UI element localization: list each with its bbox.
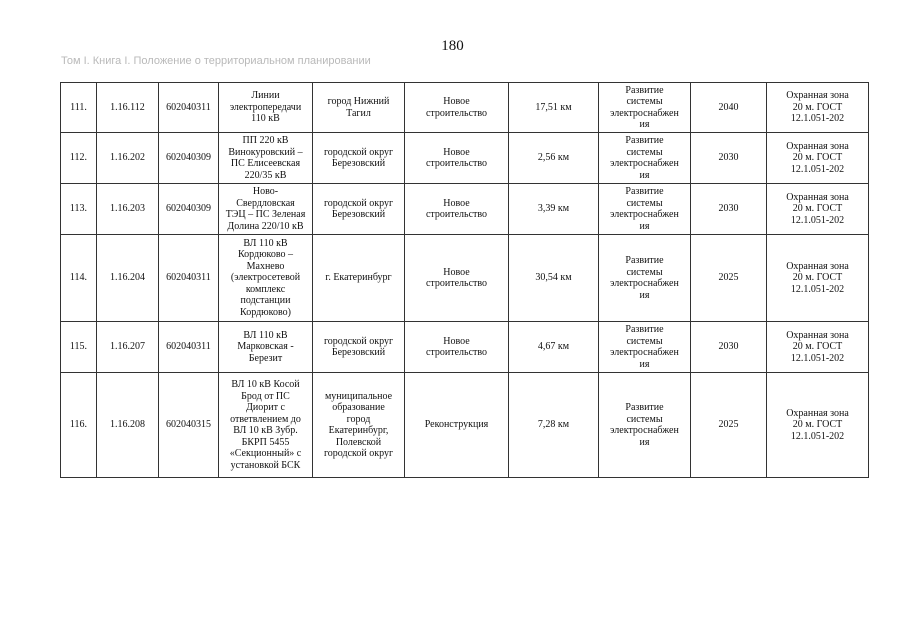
table-row: [61, 133, 869, 184]
object-year: 2025: [691, 235, 767, 322]
object-length: 7,28 км: [509, 373, 599, 478]
protection-zone: Охранная зона 20 м. ГОСТ 12.1.051-202: [767, 83, 869, 133]
protection-zone: Охранная зона 20 м. ГОСТ 12.1.051-202: [767, 322, 869, 373]
object-status: Новое строительство: [405, 83, 509, 133]
row-number: 111.: [61, 83, 97, 133]
classifier-code: 602040311: [159, 235, 219, 322]
classifier-code: 602040311: [159, 322, 219, 373]
table-row: [61, 373, 869, 478]
row-number: 114.: [61, 235, 97, 322]
object-name: ПП 220 кВ Винокуровский – ПС Елисеевская 220/35 кВ: [219, 133, 313, 184]
object-purpose: Развитие системы электроснабжен ия: [599, 373, 691, 478]
object-status: Реконструкция: [405, 373, 509, 478]
protection-zone: Охранная зона 20 м. ГОСТ 12.1.051-202: [767, 373, 869, 478]
object-purpose: Развитие системы электроснабжен ия: [599, 322, 691, 373]
table-row: [61, 83, 869, 133]
protection-zone: Охранная зона 20 м. ГОСТ 12.1.051-202: [767, 133, 869, 184]
object-length: 17,51 км: [509, 83, 599, 133]
object-code: 1.16.204: [97, 235, 159, 322]
object-code: 1.16.203: [97, 184, 159, 235]
page-number: 180: [441, 38, 464, 54]
object-code: 1.16.207: [97, 322, 159, 373]
object-purpose: Развитие системы электроснабжен ия: [599, 133, 691, 184]
object-status: Новое строительство: [405, 133, 509, 184]
row-number: 116.: [61, 373, 97, 478]
classifier-code: 602040311: [159, 83, 219, 133]
object-purpose: Развитие системы электроснабжен ия: [599, 83, 691, 133]
object-name: ВЛ 110 кВ Кордюково – Махнево (электросетевой комплекс подстанции Кордюково): [219, 235, 313, 322]
object-name: ВЛ 110 кВ Марковская - Березит: [219, 322, 313, 373]
classifier-code: 602040315: [159, 373, 219, 478]
object-year: 2040: [691, 83, 767, 133]
object-location: муниципальное образование город Екатеринбург, Полевской городской округ: [313, 373, 405, 478]
object-year: 2030: [691, 322, 767, 373]
object-year: 2030: [691, 184, 767, 235]
protection-zone: Охранная зона 20 м. ГОСТ 12.1.051-202: [767, 184, 869, 235]
object-year: 2030: [691, 133, 767, 184]
object-code: 1.16.208: [97, 373, 159, 478]
running-header: Том I. Книга I. Положение о территориальном планировании: [61, 55, 371, 67]
object-location: городской округ Березовский: [313, 322, 405, 373]
object-location: г. Екатеринбург: [313, 235, 405, 322]
object-code: 1.16.202: [97, 133, 159, 184]
object-code: 1.16.112: [97, 83, 159, 133]
protection-zone: Охранная зона 20 м. ГОСТ 12.1.051-202: [767, 235, 869, 322]
object-purpose: Развитие системы электроснабжен ия: [599, 235, 691, 322]
row-number: 115.: [61, 322, 97, 373]
object-status: Новое строительство: [405, 235, 509, 322]
object-status: Новое строительство: [405, 322, 509, 373]
table-row: [61, 235, 869, 322]
classifier-code: 602040309: [159, 184, 219, 235]
object-length: 30,54 км: [509, 235, 599, 322]
object-length: 2,56 км: [509, 133, 599, 184]
object-length: 3,39 км: [509, 184, 599, 235]
row-number: 112.: [61, 133, 97, 184]
object-length: 4,67 км: [509, 322, 599, 373]
object-purpose: Развитие системы электроснабжен ия: [599, 184, 691, 235]
object-location: город Нижний Тагил: [313, 83, 405, 133]
table-row: [61, 184, 869, 235]
object-location: городской округ Березовский: [313, 184, 405, 235]
object-year: 2025: [691, 373, 767, 478]
object-name: Ново- Свердловская ТЭЦ – ПС Зеленая Долина 220/10 кВ: [219, 184, 313, 235]
object-name: Линии электропередачи 110 кВ: [219, 83, 313, 133]
table-row: [61, 322, 869, 373]
row-number: 113.: [61, 184, 97, 235]
object-status: Новое строительство: [405, 184, 509, 235]
object-name: ВЛ 10 кВ Косой Брод от ПС Диорит с ответвлением до ВЛ 10 кВ Зубр. БКРП 5455 «Секционный» с установкой БСК: [219, 373, 313, 478]
classifier-code: 602040309: [159, 133, 219, 184]
object-location: городской округ Березовский: [313, 133, 405, 184]
objects-table: [60, 82, 869, 478]
